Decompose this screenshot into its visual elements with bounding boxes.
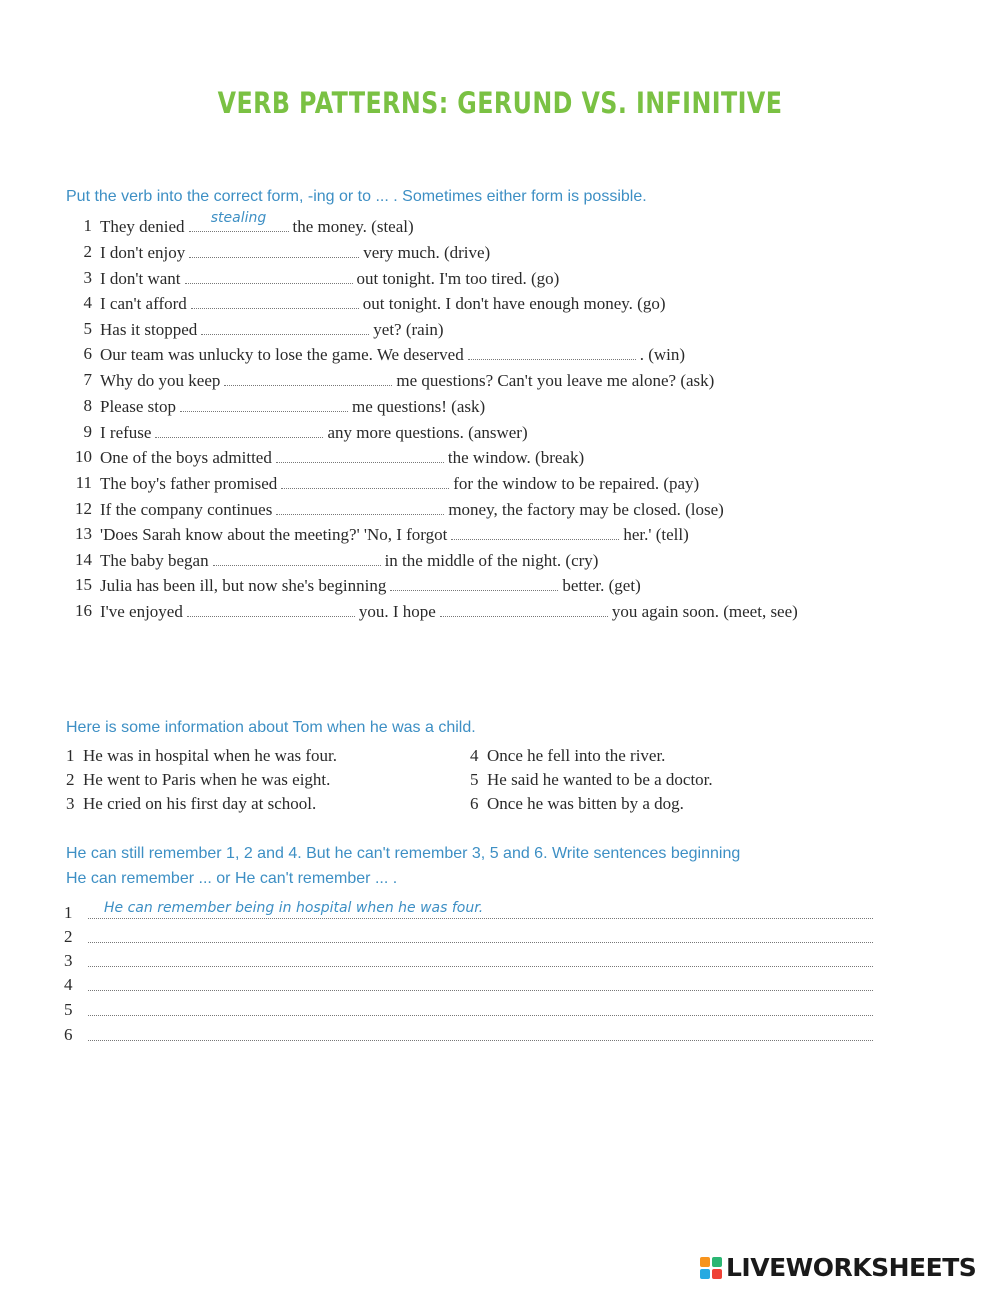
answer-line[interactable] — [88, 948, 873, 967]
item-text: I've enjoyed — [100, 602, 183, 621]
logo-square — [712, 1269, 722, 1279]
answer-number: 5 — [64, 1000, 73, 1019]
item-text: the money. (steal) — [292, 217, 414, 236]
fact-item — [470, 746, 665, 766]
answer-line[interactable] — [88, 997, 873, 1016]
item-text: me questions? Can't you leave me alone? (ask) — [396, 371, 715, 390]
item-text: 'Does Sarah know about the meeting?' 'No, I forgot — [100, 525, 448, 544]
answer-blank[interactable] — [187, 602, 355, 617]
fact-text: Once he was bitten by a dog. — [487, 794, 684, 813]
item-number: 12 — [75, 499, 92, 518]
item-number: 14 — [75, 550, 92, 569]
answer-number: 1 — [64, 903, 73, 922]
fact-item — [470, 794, 684, 814]
fact-text: Once he fell into the river. — [487, 746, 666, 765]
fact-text: He cried on his first day at school. — [83, 794, 317, 813]
exercise2-task-line2: He can remember ... or He can't remember ... . — [66, 870, 398, 887]
exercise-item — [100, 473, 699, 495]
answer-blank[interactable] — [468, 345, 636, 360]
exercise-item — [100, 396, 485, 418]
item-number: 10 — [75, 447, 92, 466]
item-number: 13 — [75, 524, 92, 543]
logo-square — [712, 1257, 722, 1267]
answer-blank[interactable] — [180, 397, 348, 412]
exercise-item — [100, 447, 584, 469]
exercise-item — [100, 293, 665, 315]
item-text: Please stop — [100, 397, 177, 416]
exercise1-instruction: Put the verb into the correct form, -ing or to ... . Sometimes either form is possible. — [66, 188, 647, 205]
item-number: 11 — [75, 473, 92, 492]
logo-square — [700, 1269, 710, 1279]
answer-blank[interactable] — [185, 269, 353, 284]
exercise-item — [100, 524, 689, 546]
item-text: One of the boys admitted — [100, 448, 272, 467]
exercise-item — [100, 242, 490, 264]
liveworksheets-logo — [700, 1253, 976, 1282]
item-text: out tonight. I don't have enough money. (go) — [362, 294, 666, 313]
fact-number: 4 — [470, 746, 479, 765]
item-text: I don't want — [100, 269, 181, 288]
item-text: The boy's father promised — [100, 474, 278, 493]
item-text: I refuse — [100, 423, 152, 442]
exercise-item — [100, 268, 559, 290]
answer-blank[interactable] — [451, 525, 619, 540]
exercise-item — [100, 370, 714, 392]
item-number: 7 — [83, 370, 92, 389]
answer-blank[interactable] — [189, 210, 289, 232]
item-text: any more questions. (answer) — [327, 423, 528, 442]
answer-line[interactable] — [88, 924, 873, 943]
answer-line[interactable] — [88, 900, 873, 919]
logo-square — [700, 1257, 710, 1267]
item-text: her.' (tell) — [623, 525, 689, 544]
item-text: the window. (break) — [447, 448, 585, 467]
answer-blank[interactable] — [155, 423, 323, 438]
answer-text: He can remember being in hospital when he was four. — [104, 900, 484, 916]
item-number: 2 — [83, 242, 92, 261]
item-text: I can't afford — [100, 294, 187, 313]
fact-text: He was in hospital when he was four. — [83, 746, 338, 765]
item-text: I don't enjoy — [100, 243, 186, 262]
item-number: 4 — [83, 293, 92, 312]
exercise2-task-line1: He can still remember 1, 2 and 4. But he can't remember 3, 5 and 6. Write sentences beginning — [66, 845, 741, 862]
answer-blank[interactable] — [281, 474, 449, 489]
answer-blank[interactable] — [201, 320, 369, 335]
item-number: 16 — [75, 601, 92, 620]
exercise2-intro: Here is some information about Tom when he was a child. — [66, 719, 476, 736]
fact-number: 1 — [66, 746, 75, 765]
item-text: Has it stopped — [100, 320, 198, 339]
item-text: money, the factory may be closed. (lose) — [448, 500, 724, 519]
answer-blank[interactable] — [276, 448, 444, 463]
item-number: 5 — [83, 319, 92, 338]
fact-number: 5 — [470, 770, 479, 789]
item-text: If the company continues — [100, 500, 273, 519]
item-text: in the middle of the night. (cry) — [384, 551, 599, 570]
fact-item — [470, 770, 713, 790]
item-number: 15 — [75, 575, 92, 594]
fact-number: 3 — [66, 794, 75, 813]
exercise-item — [100, 550, 598, 572]
item-text: for the window to be repaired. (pay) — [453, 474, 700, 493]
item-text: Our team was unlucky to lose the game. We deserved — [100, 345, 464, 364]
page-title: VERB PATTERNS: GERUND VS. INFINITIVE — [217, 86, 783, 120]
item-number: 6 — [83, 344, 92, 363]
item-number: 9 — [83, 422, 92, 441]
answer-line[interactable] — [88, 1022, 873, 1041]
item-text: me questions! (ask) — [352, 397, 486, 416]
answer-number: 4 — [64, 975, 73, 994]
fact-item — [66, 770, 330, 790]
answer-text: stealing — [210, 210, 267, 226]
answer-blank[interactable] — [213, 551, 381, 566]
answer-blank[interactable] — [189, 243, 359, 258]
answer-blank[interactable] — [224, 371, 392, 386]
item-text: very much. (drive) — [363, 243, 491, 262]
item-number: 8 — [83, 396, 92, 415]
exercise-item — [100, 601, 798, 623]
answer-number: 3 — [64, 951, 73, 970]
item-text: Julia has been ill, but now she's beginning — [100, 576, 387, 595]
item-text: Why do you keep — [100, 371, 221, 390]
item-text: They denied — [100, 217, 185, 236]
exercise-item — [100, 422, 528, 444]
answer-blank[interactable] — [390, 576, 558, 591]
answer-blank[interactable] — [440, 602, 608, 617]
fact-number: 6 — [470, 794, 479, 813]
exercise-item — [100, 499, 724, 521]
exercise-item — [100, 344, 685, 366]
item-text: yet? (rain) — [373, 320, 444, 339]
item-text: you again soon. (meet, see) — [611, 602, 798, 621]
answer-number: 2 — [64, 927, 73, 946]
item-text: The baby began — [100, 551, 209, 570]
item-text: . (win) — [639, 345, 686, 364]
item-text: out tonight. I'm too tired. (go) — [356, 269, 560, 288]
answer-blank[interactable] — [276, 500, 444, 515]
answer-blank[interactable] — [191, 294, 359, 309]
logo-icon — [700, 1257, 722, 1279]
item-number: 3 — [83, 268, 92, 287]
fact-text: He said he wanted to be a doctor. — [487, 770, 713, 789]
answer-number: 6 — [64, 1025, 73, 1044]
fact-item — [66, 746, 337, 766]
item-text: you. I hope — [358, 602, 436, 621]
item-text: better. (get) — [562, 576, 641, 595]
answer-line[interactable] — [88, 972, 873, 991]
fact-item — [66, 794, 316, 814]
logo-text: LIVEWORKSHEETS — [726, 1253, 977, 1282]
exercise-item — [100, 575, 641, 597]
exercise-item — [100, 210, 414, 238]
exercise-item — [100, 319, 444, 341]
fact-text: He went to Paris when he was eight. — [83, 770, 331, 789]
fact-number: 2 — [66, 770, 75, 789]
item-number: 1 — [83, 216, 92, 235]
